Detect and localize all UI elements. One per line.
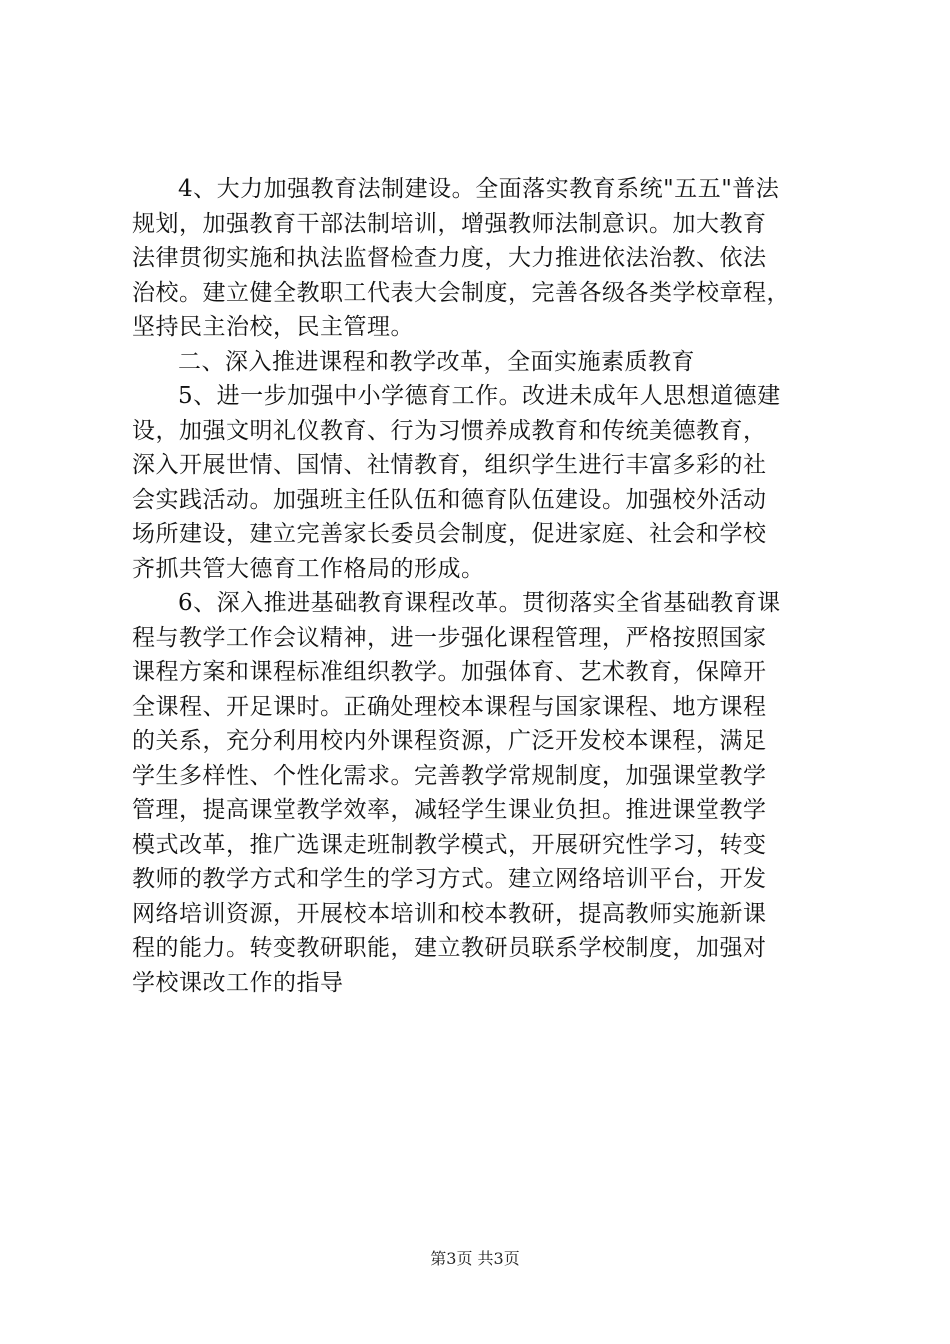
text-line: 程的能力。转变教研职能，建立教研员联系学校制度，加强对 <box>132 935 767 961</box>
text-line: 设，加强文明礼仪教育、行为习惯养成教育和传统美德教育， <box>132 417 767 444</box>
text-line: 6、深入推进基础教育课程改革。贯彻落实全省基础教育课 <box>178 590 781 616</box>
text-line: 学生多样性、个性化需求。完善教学常规制度，加强课堂教学 <box>132 762 767 789</box>
text-line: 5、进一步加强中小学德育工作。改进未成年人思想道德建 <box>178 383 781 409</box>
text-line: 规划，加强教育干部法制培训，增强教师法制意识。加大教育 <box>132 210 767 237</box>
text-line: 网络培训资源，开展校本培训和校本教研，提高教师实施新课 <box>132 900 767 927</box>
text-line: 学校课改工作的指导 <box>132 969 344 996</box>
text-line: 齐抓共管大德育工作格局的形成。 <box>132 555 485 582</box>
text-line: 场所建设，建立完善家长委员会制度，促进家庭、社会和学校 <box>132 521 767 547</box>
section-heading: 二、深入推进课程和教学改革，全面实施素质教育 <box>178 348 695 375</box>
text-line: 教师的教学方式和学生的学习方式。建立网络培训平台，开发 <box>132 866 767 892</box>
text-line: 模式改革，推广选课走班制教学模式，开展研究性学习，转变 <box>132 831 767 858</box>
text-line: 的关系，充分利用校内外课程资源，广泛开发校本课程，满足 <box>132 728 767 754</box>
text-line: 全课程、开足课时。正确处理校本课程与国家课程、地方课程 <box>132 693 767 720</box>
text-line: 4、大力加强教育法制建设。全面落实教育系统"五五"普法 <box>178 176 780 202</box>
text-line: 管理，提高课堂教学效率，减轻学生课业负担。推进课堂教学 <box>132 797 767 823</box>
text-line: 课程方案和课程标准组织教学。加强体育、艺术教育，保障开 <box>132 659 767 685</box>
text-line: 深入开展世情、国情、社情教育，组织学生进行丰富多彩的社 <box>132 452 767 478</box>
text-line: 法律贯彻实施和执法监督检查力度，大力推进依法治教、依法 <box>132 245 767 271</box>
document-body <box>132 172 852 1000</box>
text-line: 程与教学工作会议精神，进一步强化课程管理，严格按照国家 <box>132 624 767 651</box>
text-line: 治校。建立健全教职工代表大会制度，完善各级各类学校章程， <box>132 279 790 306</box>
text-line: 坚持民主治校，民主管理。 <box>132 314 414 340</box>
text-line: 会实践活动。加强班主任队伍和德育队伍建设。加强校外活动 <box>132 486 767 513</box>
page-number-footer: 第3页 共3页 <box>430 1249 520 1268</box>
